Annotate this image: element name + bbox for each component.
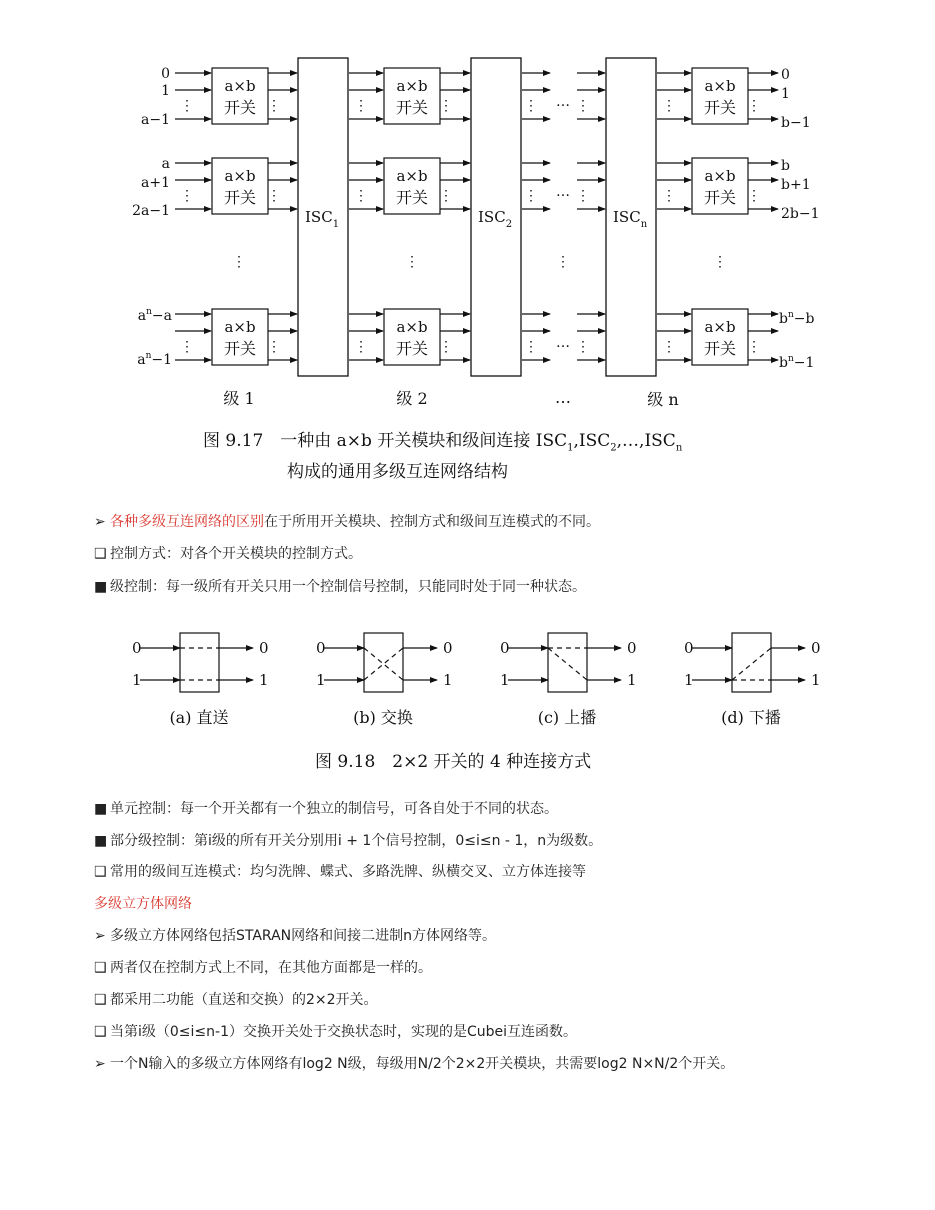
vertical-ellipsis: ⋮ bbox=[354, 339, 368, 355]
checkbox-bullet-icon: ❑ bbox=[94, 992, 107, 1008]
paragraph-partial-stage-control: ■ 部分级控制：第i级的所有开关分别用i + 1个信号控制，0≤i≤n - 1，n为级数。 bbox=[94, 833, 603, 849]
vertical-ellipsis: ⋮ bbox=[747, 98, 761, 114]
output-label-2b-1: 2b−1 bbox=[781, 206, 820, 222]
figure-9-17-caption-line2: 构成的通用多级互连网络结构 bbox=[287, 462, 508, 482]
input-label-1: 1 bbox=[161, 83, 170, 99]
switch-box-label: 开关 bbox=[395, 98, 429, 117]
vertical-ellipsis: ⋮ bbox=[524, 98, 538, 114]
switch-box-label: 开关 bbox=[223, 339, 257, 358]
switch-box-label: 开关 bbox=[223, 188, 257, 207]
stage-label-ellipsis: … bbox=[555, 388, 571, 407]
horizontal-ellipsis: … bbox=[556, 94, 570, 110]
square-bullet-icon: ■ bbox=[94, 801, 108, 817]
output-label-0: 0 bbox=[781, 67, 790, 83]
checkbox-bullet-icon: ❑ bbox=[94, 546, 107, 562]
vertical-ellipsis: ⋮ bbox=[439, 339, 453, 355]
vertical-ellipsis: ⋮ bbox=[576, 98, 590, 114]
port-label: 0 bbox=[443, 639, 453, 657]
path-broadcast bbox=[548, 648, 587, 680]
horizontal-ellipsis: … bbox=[556, 335, 570, 351]
vertical-ellipsis: ⋮ bbox=[267, 339, 281, 355]
input-label-0: 0 bbox=[161, 66, 170, 82]
isc-label-1: $ISC_1$ bbox=[305, 208, 340, 230]
output-label-bn-b: $b^n-b$ bbox=[779, 310, 815, 327]
vertical-ellipsis: ⋮ bbox=[524, 188, 538, 204]
vertical-ellipsis: ⋮ bbox=[662, 339, 676, 355]
figure-9-17-caption-line1: 图 9.17 一种由 a×b 开关模块和级间连接 $ISC_1,ISC_2,\dots,ISC_n$ bbox=[203, 431, 683, 454]
vertical-ellipsis: ⋮ bbox=[576, 188, 590, 204]
switch-2x2-straight bbox=[180, 633, 219, 692]
vertical-ellipsis: ⋮ bbox=[180, 98, 194, 114]
port-label: 1 bbox=[684, 671, 694, 689]
paragraph-stage-control: ■ 级控制：每一级所有开关只用一个控制信号控制，只能同时处于同一种状态。 bbox=[94, 579, 586, 595]
port-label: 0 bbox=[684, 639, 694, 657]
vertical-ellipsis: ⋮ bbox=[180, 339, 194, 355]
checkbox-bullet-icon: ❑ bbox=[94, 960, 107, 976]
switch-box-label: a×b bbox=[396, 77, 428, 95]
vertical-ellipsis: ⋮ bbox=[405, 254, 419, 270]
switch-label-exchange: (b) 交换 bbox=[353, 708, 413, 727]
output-label-1: 1 bbox=[781, 86, 790, 102]
isc-label-2: $ISC_2$ bbox=[478, 208, 513, 230]
stage-label-2: 级 2 bbox=[396, 389, 428, 408]
switch-box-label: a×b bbox=[224, 318, 256, 336]
arrow-bullet-icon: ➢ bbox=[94, 1056, 106, 1072]
switch-box-label: 开关 bbox=[223, 98, 257, 117]
port-label: 1 bbox=[316, 671, 326, 689]
vertical-ellipsis: ⋮ bbox=[354, 98, 368, 114]
switch-box-label: 开关 bbox=[703, 98, 737, 117]
vertical-ellipsis: ⋮ bbox=[662, 98, 676, 114]
switch-2x2-exchange bbox=[364, 633, 403, 692]
input-label-2a-1: 2a−1 bbox=[132, 203, 170, 219]
port-label: 1 bbox=[627, 671, 637, 689]
stage-label-n: 级 n bbox=[647, 390, 679, 409]
port-label: 1 bbox=[811, 671, 821, 689]
switch-box-label: 开关 bbox=[703, 339, 737, 358]
input-label-an-1: $a^n-1$ bbox=[137, 351, 172, 368]
vertical-ellipsis: ⋮ bbox=[713, 254, 727, 270]
switch-label-upper-broadcast: (c) 上播 bbox=[537, 708, 597, 727]
vertical-ellipsis: ⋮ bbox=[556, 254, 570, 270]
port-label: 0 bbox=[500, 639, 510, 657]
switch-box-label: a×b bbox=[704, 318, 736, 336]
output-label-bn-1: $b^n-1$ bbox=[779, 354, 815, 371]
vertical-ellipsis: ⋮ bbox=[524, 339, 538, 355]
switch-2x2-lower bbox=[732, 633, 771, 692]
figure-9-18-caption: 图 9.18 2×2 开关的 4 种连接方式 bbox=[315, 752, 592, 772]
arrow-bullet-icon: ➢ bbox=[94, 514, 106, 530]
port-label: 0 bbox=[259, 639, 269, 657]
switch-box-label: 开关 bbox=[703, 188, 737, 207]
checkbox-bullet-icon: ❑ bbox=[94, 1024, 107, 1040]
paragraph-cube-networks: ➢ 多级立方体网络包括STARAN网络和间接二进制n方体网络等。 bbox=[94, 928, 497, 944]
switch-box-label: a×b bbox=[704, 77, 736, 95]
port-label: 0 bbox=[316, 639, 326, 657]
vertical-ellipsis: ⋮ bbox=[267, 188, 281, 204]
isc-label-n: $ISC_n$ bbox=[613, 208, 648, 230]
stage-label-1: 级 1 bbox=[223, 389, 255, 408]
checkbox-bullet-icon: ❑ bbox=[94, 864, 107, 880]
vertical-ellipsis: ⋮ bbox=[354, 188, 368, 204]
paragraph-stage-count: ➢ 一个N输入的多级立方体网络有log2 N级，每级用N/2个2×2开关模块，共需要log2 N×N/2个开关。 bbox=[94, 1056, 735, 1072]
vertical-ellipsis: ⋮ bbox=[747, 188, 761, 204]
path-cross bbox=[364, 648, 403, 680]
paragraph-unit-control: ■ 单元控制：每一个开关都有一个独立的制信号，可各自处于不同的状态。 bbox=[94, 801, 558, 817]
port-label: 0 bbox=[627, 639, 637, 657]
input-label-a+1: a+1 bbox=[141, 175, 170, 191]
input-label-a: a bbox=[161, 156, 170, 172]
arrow-bullet-icon: ➢ bbox=[94, 928, 106, 944]
switch-box-label: 开关 bbox=[395, 188, 429, 207]
switch-box-label: a×b bbox=[224, 167, 256, 185]
paragraph-common-patterns: ❑ 常用的级间互连模式：均匀洗牌、蝶式、多路洗牌、纵横交叉、立方体连接等 bbox=[94, 864, 586, 880]
switch-box-label: a×b bbox=[396, 318, 428, 336]
vertical-ellipsis: ⋮ bbox=[439, 188, 453, 204]
switch-label-lower-broadcast: (d) 下播 bbox=[721, 708, 781, 727]
port-label: 0 bbox=[811, 639, 821, 657]
vertical-ellipsis: ⋮ bbox=[576, 339, 590, 355]
switch-box-label: 开关 bbox=[395, 339, 429, 358]
port-label: 0 bbox=[132, 639, 142, 657]
path-cross bbox=[364, 648, 403, 680]
vertical-ellipsis: ⋮ bbox=[267, 98, 281, 114]
switch-box-label: a×b bbox=[704, 167, 736, 185]
switch-2x2-upper bbox=[548, 633, 587, 692]
square-bullet-icon: ■ bbox=[94, 833, 108, 849]
vertical-ellipsis: ⋮ bbox=[232, 254, 246, 270]
switch-box-label: a×b bbox=[396, 167, 428, 185]
input-label-an-a: $a^n-a$ bbox=[137, 307, 172, 324]
horizontal-ellipsis: … bbox=[556, 184, 570, 200]
vertical-ellipsis: ⋮ bbox=[439, 98, 453, 114]
paragraph-cube-function: ❑ 当第i级（0≤i≤n-1）交换开关处于交换状态时，实现的是Cubei互连函数。 bbox=[94, 1024, 578, 1040]
square-bullet-icon: ■ bbox=[94, 579, 108, 595]
paragraph-difference-control: ❑ 两者仅在控制方式上不同，在其他方面都是一样的。 bbox=[94, 960, 432, 976]
vertical-ellipsis: ⋮ bbox=[662, 188, 676, 204]
highlight-text: 各种多级互连网络的区别 bbox=[110, 514, 264, 530]
figure-9-17 bbox=[0, 0, 935, 480]
port-label: 1 bbox=[500, 671, 510, 689]
paragraph-control-mode: ❑ 控制方式：对各个开关模块的控制方式。 bbox=[94, 546, 362, 562]
port-label: 1 bbox=[132, 671, 142, 689]
output-label-b-1: b−1 bbox=[781, 115, 811, 131]
port-label: 1 bbox=[259, 671, 269, 689]
path-broadcast bbox=[732, 648, 771, 680]
vertical-ellipsis: ⋮ bbox=[747, 339, 761, 355]
output-label-b+1: b+1 bbox=[781, 177, 811, 193]
vertical-ellipsis: ⋮ bbox=[180, 188, 194, 204]
paragraph-two-function-switch: ❑ 都采用二功能（直送和交换）的2×2开关。 bbox=[94, 992, 378, 1008]
section-heading: 多级立方体网络 bbox=[94, 896, 192, 912]
input-label-a-1: a−1 bbox=[141, 112, 170, 128]
port-label: 1 bbox=[443, 671, 453, 689]
switch-label-straight: (a) 直送 bbox=[169, 708, 229, 727]
output-label-b: b bbox=[781, 158, 790, 174]
paragraph-difference: ➢ 各种多级互连网络的区别在于所用开关模块、控制方式和级间互连模式的不同。 bbox=[94, 514, 600, 530]
switch-box-label: a×b bbox=[224, 77, 256, 95]
